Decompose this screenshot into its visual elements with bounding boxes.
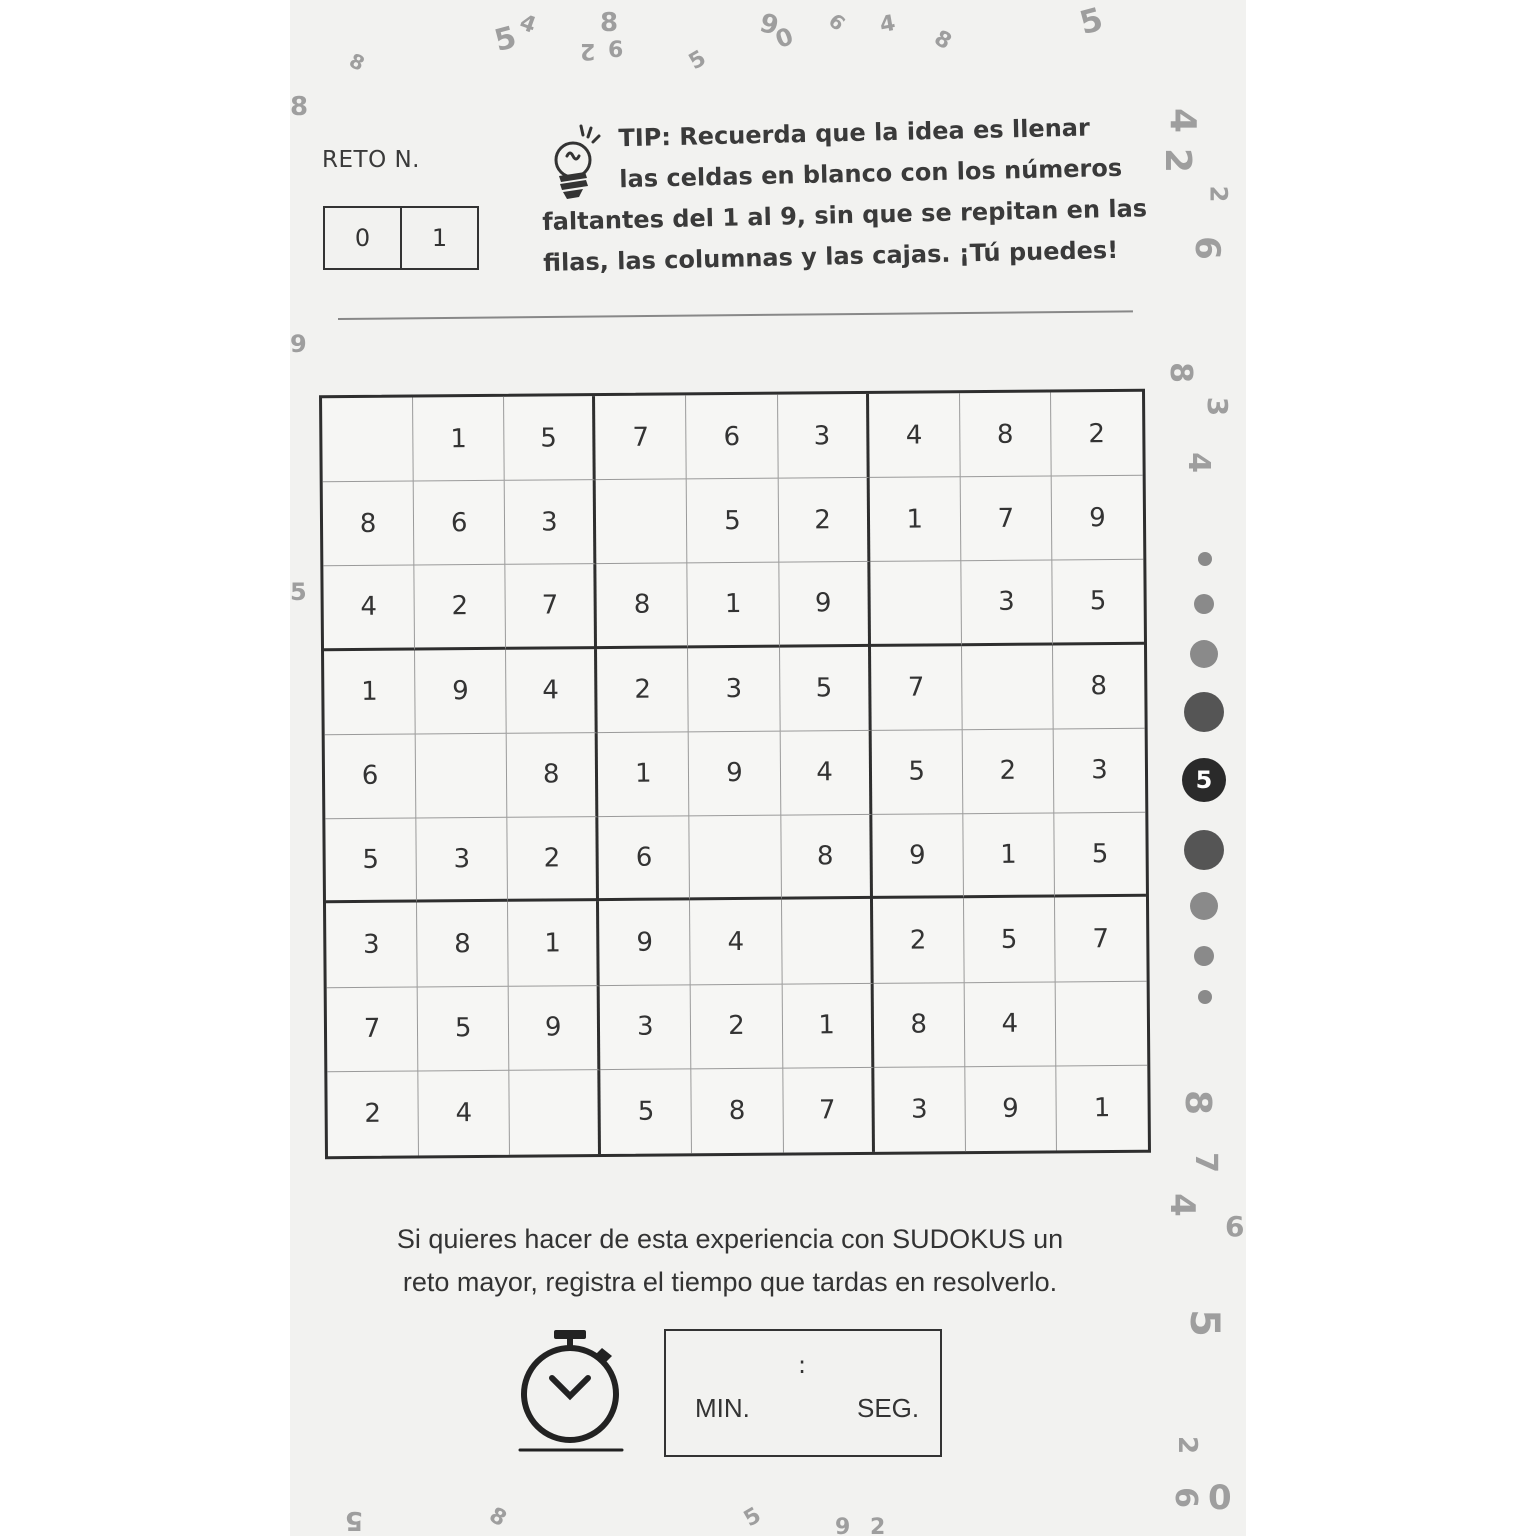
sudoku-cell: 7 — [1055, 897, 1147, 982]
sudoku-cell: 9 — [599, 901, 691, 986]
marker-dot — [1198, 990, 1212, 1004]
time-record-box — [664, 1329, 942, 1457]
page-progress-marker — [1170, 540, 1230, 1020]
sudoku-cell: 8 — [507, 733, 599, 818]
marker-dot — [1184, 692, 1224, 732]
sudoku-cell: 1 — [1093, 1092, 1111, 1124]
sudoku-cell: 1 — [782, 983, 874, 1068]
header-divider — [338, 310, 1133, 320]
sudoku-cell: 2 — [691, 984, 783, 1069]
sudoku-cell[interactable] — [416, 734, 508, 819]
marker-dot — [1184, 830, 1224, 870]
tip-line-2: las celdas en blanco con los números — [619, 153, 1123, 194]
tip-line-4: filas, las columnas y las cajas. ¡Tú puedes! — [542, 235, 1119, 277]
sudoku-cell: 8 — [417, 902, 509, 987]
sudoku-cell: 1 — [688, 563, 780, 648]
sudoku-cell: 5 — [1052, 560, 1144, 645]
marker-dot — [1194, 594, 1214, 614]
sudoku-cell: 6 — [686, 395, 778, 480]
sudoku-cell: 7 — [960, 477, 1052, 562]
marker-dot — [1190, 892, 1218, 920]
sudoku-cell: 2 — [414, 565, 506, 650]
sudoku-cell: 2 — [327, 1071, 419, 1156]
time-separator: : — [798, 1351, 807, 1379]
sudoku-cell: 2 — [508, 817, 600, 902]
sudoku-cell: 3 — [688, 647, 780, 732]
sudoku-cell: 8 — [323, 482, 415, 567]
sudoku-cell: 1 — [963, 814, 1055, 899]
sudoku-cell: 4 — [323, 566, 415, 651]
timer-instruction-line-2: reto mayor, registra el tiempo que tardas en resolverlo. — [402, 1267, 1058, 1297]
sudoku-cell: 9 — [689, 732, 781, 817]
sudoku-cell[interactable] — [322, 398, 414, 483]
sudoku-cell: 9 — [872, 814, 964, 899]
sudoku-cell: 1 — [598, 732, 690, 817]
sudoku-cell: 7 — [595, 395, 687, 480]
sudoku-cell: 8 — [1053, 644, 1145, 729]
sudoku-cell: 8 — [692, 1068, 784, 1153]
sudoku-cell: 8 — [960, 393, 1052, 478]
sudoku-cell: 5 — [418, 986, 510, 1071]
sudoku-cell[interactable] — [690, 816, 782, 901]
sudoku-cell: 3 — [1054, 729, 1146, 814]
timer-instruction — [350, 1218, 1110, 1304]
sudoku-cell: 7 — [506, 565, 598, 650]
sudoku-cell: 1 — [324, 650, 416, 735]
timer-instruction-line-1: Si quieres hacer de esta experiencia con SUDOKUS un — [396, 1224, 1064, 1254]
sudoku-cell: 7 — [871, 646, 963, 731]
sudoku-cell: 5 — [1054, 813, 1146, 898]
current-page-marker: 5 — [1182, 758, 1226, 802]
marker-dot — [1190, 640, 1218, 668]
sudoku-cell[interactable] — [1056, 981, 1148, 1066]
sudoku-page: 5 4 8 2 6 5 9 0 6 4 8 5 8 8 4 2 2 6 8 3 4 9 5 8 7 4 6 5 2 6 0 5 8 5 9 2 RETO N. 0 1 TIP: Recuerda que la idea es llenar las celdas en blanco con los números faltantes del 1 al 9, sin que se repitan en las filas, las columnas y las cajas. ¡Tú puedes! 1 5 7 6 3 4 8 2 8 6 3 5 2 1 7 9 4 2 7 8 1 9 3 5 1 9 4 2 3 5 7 8 6 8 1 9 4 5 2 3 5 3 2 6 8 9 1 5 3 8 1 9 4 2 5 7 7 5 9 3 2 1 8 4 2 4 5 8 7 3 9 1 5 Si quieres hacer de esta experiencia con SUDOKUS un reto mayor, registra el tiempo que tardas en resolverlo. : MIN. SEG. — [290, 0, 1245, 1536]
sudoku-cell: 5 — [964, 898, 1056, 983]
sudoku-cell: 4 — [964, 982, 1056, 1067]
sudoku-cell: 8 — [597, 564, 689, 649]
sudoku-cell: 3 — [600, 985, 692, 1070]
sudoku-cell: 9 — [965, 1066, 1057, 1151]
sudoku-cell: 4 — [780, 731, 872, 816]
sudoku-cell: 5 — [601, 1069, 693, 1154]
sudoku-cell[interactable] — [962, 645, 1054, 730]
sudoku-cell: 4 — [418, 1071, 510, 1156]
challenge-digit-1: 0 — [354, 224, 371, 252]
sudoku-cell: 3 — [416, 818, 508, 903]
minutes-label: MIN. — [695, 1393, 750, 1423]
tip-text — [540, 106, 1154, 284]
sudoku-cell: 2 — [597, 648, 689, 733]
marker-dot — [1194, 946, 1214, 966]
sudoku-cell[interactable] — [510, 1070, 602, 1155]
sudoku-cell: 9 — [779, 562, 871, 647]
sudoku-cell: 9 — [1052, 476, 1144, 561]
sudoku-cell: 2 — [873, 899, 965, 984]
marker-dot — [1198, 552, 1212, 566]
stopwatch-icon — [516, 1326, 626, 1456]
sudoku-cell: 6 — [599, 816, 691, 901]
sudoku-cell[interactable] — [596, 480, 688, 565]
sudoku-cell: 7 — [783, 1068, 875, 1153]
sudoku-cell: 1 — [413, 397, 505, 482]
sudoku-cell: 4 — [506, 649, 598, 734]
sudoku-cell[interactable] — [782, 899, 874, 984]
sudoku-cell: 3 — [505, 480, 597, 565]
sudoku-cell: 9 — [415, 649, 507, 734]
sudoku-cell: 5 — [325, 819, 417, 904]
sudoku-cell: 3 — [778, 394, 870, 479]
sudoku-cell[interactable] — [870, 562, 962, 647]
sudoku-cell: 5 — [780, 647, 872, 732]
sudoku-grid — [319, 389, 1151, 1159]
sudoku-cell: 1 — [869, 477, 961, 562]
sudoku-cell: 1 — [508, 901, 600, 986]
sudoku-cell: 2 — [962, 729, 1054, 814]
tip-line-3: faltantes del 1 al 9, sin que se repitan en las — [541, 194, 1148, 236]
challenge-number-box — [323, 206, 479, 270]
sudoku-cell: 6 — [325, 734, 417, 819]
sudoku-cell: 4 — [690, 900, 782, 985]
sudoku-cell: 4 — [869, 393, 961, 478]
sudoku-cell: 3 — [874, 1067, 966, 1152]
sudoku-cell: 8 — [873, 983, 965, 1068]
seconds-label: SEG. — [857, 1393, 920, 1423]
sudoku-cell: 5 — [687, 479, 779, 564]
sudoku-cell: 2 — [778, 478, 870, 563]
sudoku-cell: 9 — [509, 986, 601, 1071]
sudoku-cell: 3 — [961, 561, 1053, 646]
tip-line-1: TIP: Recuerda que la idea es llenar — [618, 113, 1091, 153]
sudoku-cell: 5 — [504, 396, 596, 481]
sudoku-cell: 5 — [871, 730, 963, 815]
sudoku-cell: 6 — [414, 481, 506, 566]
sudoku-cell: 2 — [1051, 392, 1143, 477]
challenge-number-label: RETO N. — [322, 147, 420, 173]
sudoku-cell: 7 — [327, 987, 419, 1072]
sudoku-cell: 8 — [781, 815, 873, 900]
sudoku-cell: 3 — [326, 903, 418, 988]
challenge-digit-2: 1 — [400, 208, 477, 268]
